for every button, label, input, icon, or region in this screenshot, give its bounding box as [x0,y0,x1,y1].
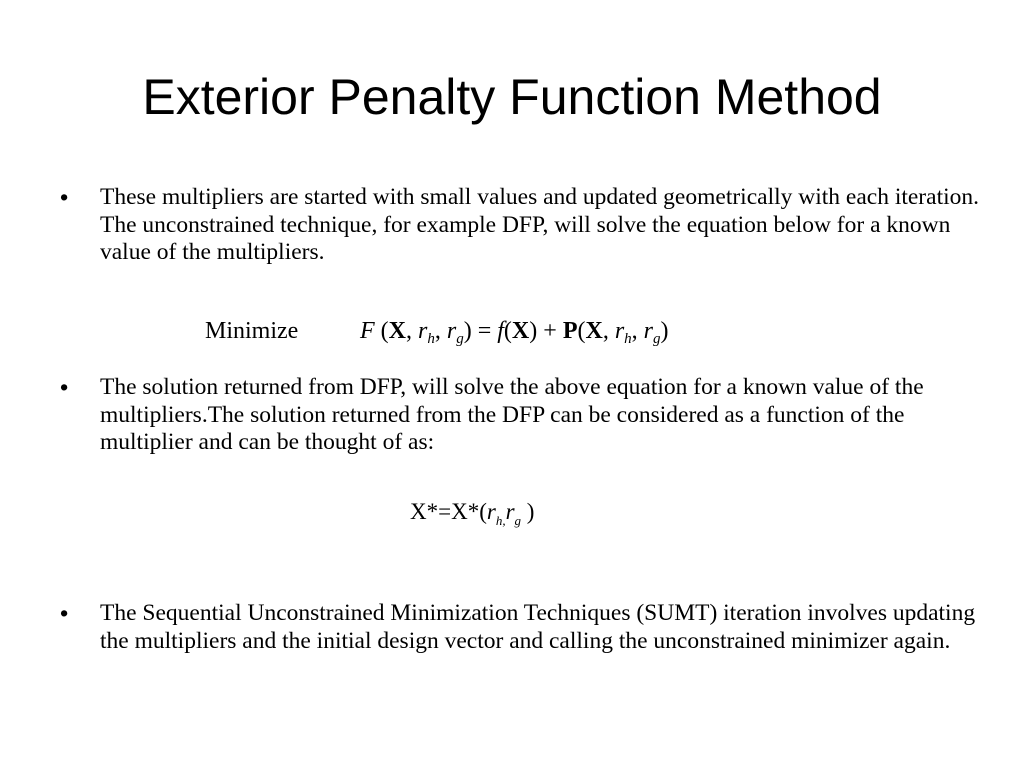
bullet-text: These multipliers are started with small values and updated geometrically with each iteration. The unconstrained technique, for example DFP, will solve the equation below for a known value of the multipliers. [100,184,980,265]
slide-title: Exterior Penalty Function Method [142,69,882,125]
equation-expression: F (X, $r_h$, $r_g) = f(X) + P(X$, $r_h$, $r_g$) [360,318,669,347]
bullet-text: The Sequential Unconstrained Minimization Techniques (SUMT) iteration involves updating the multipliers and the initial design vector and calling the unconstrained minimizer again. [100,600,976,654]
bullet-icon: • [60,184,69,210]
bullet-icon: • [60,600,69,626]
bullet-icon: • [60,374,69,400]
solution-equation: $X*=X*(r_{h,}r_g$ ) [410,499,535,528]
minimize-label: Minimize [205,318,299,344]
bullet-text: The solution returned from DFP, will solve the above equation for a known value of the multipliers.The solution returned from the DFP can be considered as a function of the multiplier and can be thought of as: [100,374,924,455]
